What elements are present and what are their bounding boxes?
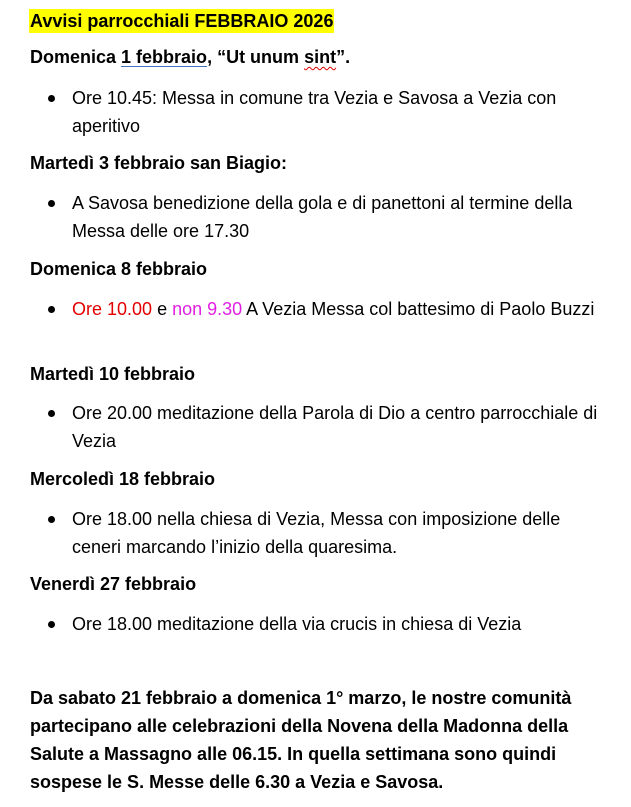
list-item-text: Ore 20.00 meditazione della Parola di Dio a centro parrocchiale di Vezia xyxy=(72,403,598,451)
heading-suffix: ”. xyxy=(336,47,351,67)
bullet-icon xyxy=(48,306,55,313)
heading-sint: sint xyxy=(304,47,337,67)
heading-martedi-10-febbraio: Martedì 10 febbraio xyxy=(30,364,196,384)
bullet-icon xyxy=(48,200,55,207)
heading-venerdi-27-febbraio: Venerdì 27 febbraio xyxy=(30,574,197,594)
heading-date: 1 febbraio xyxy=(121,47,208,67)
heading-martedi-3-febbraio: Martedì 3 febbraio san Biagio: xyxy=(30,153,288,173)
bullet-icon xyxy=(48,621,55,628)
conjunction: e xyxy=(152,299,173,319)
list-item-rest: A Vezia Messa col battesimo di Paolo Buzzi xyxy=(242,299,595,319)
list-item-text: Ore 18.00 meditazione della via crucis in chiesa di Vezia xyxy=(72,614,522,634)
list-item-text xyxy=(72,295,612,323)
list-item-text: A Savosa benedizione della gola e di panettoni al termine della Messa delle ore 17.30 xyxy=(72,193,573,241)
heading-domenica-8-febbraio: Domenica 8 febbraio xyxy=(30,259,208,279)
bullet-icon xyxy=(48,516,55,523)
document-title: Avvisi parrocchiali FEBBRAIO 2026 xyxy=(30,11,334,31)
heading-domenica-1-febbraio xyxy=(30,45,350,69)
list-item-text: Ore 18.00 nella chiesa di Vezia, Messa con imposizione delle ceneri marcando l’inizio della quaresima. xyxy=(72,509,561,557)
bullet-icon xyxy=(48,410,55,417)
time-highlight-magenta: non 9.30 xyxy=(172,299,243,319)
list-item-text: Ore 10.45: Messa in comune tra Vezia e Savosa a Vezia con aperitivo xyxy=(72,88,557,136)
heading-prefix: Domenica xyxy=(30,47,122,67)
heading-mercoledi-18-febbraio: Mercoledì 18 febbraio xyxy=(30,469,216,489)
bullet-icon xyxy=(48,95,55,102)
heading-mid: , “Ut unum xyxy=(207,47,305,67)
closing-notice: Da sabato 21 febbraio a domenica 1° marzo, le nostre comunità partecipano alle celebrazioni della Novena della Madonna della Salute a Massagno alle 06.15. In quella settimana sono quindi sospese le S. Messe delle 6.30 a Vezia e Savosa. xyxy=(30,688,572,792)
time-highlight-red: Ore 10.00 xyxy=(72,299,153,319)
